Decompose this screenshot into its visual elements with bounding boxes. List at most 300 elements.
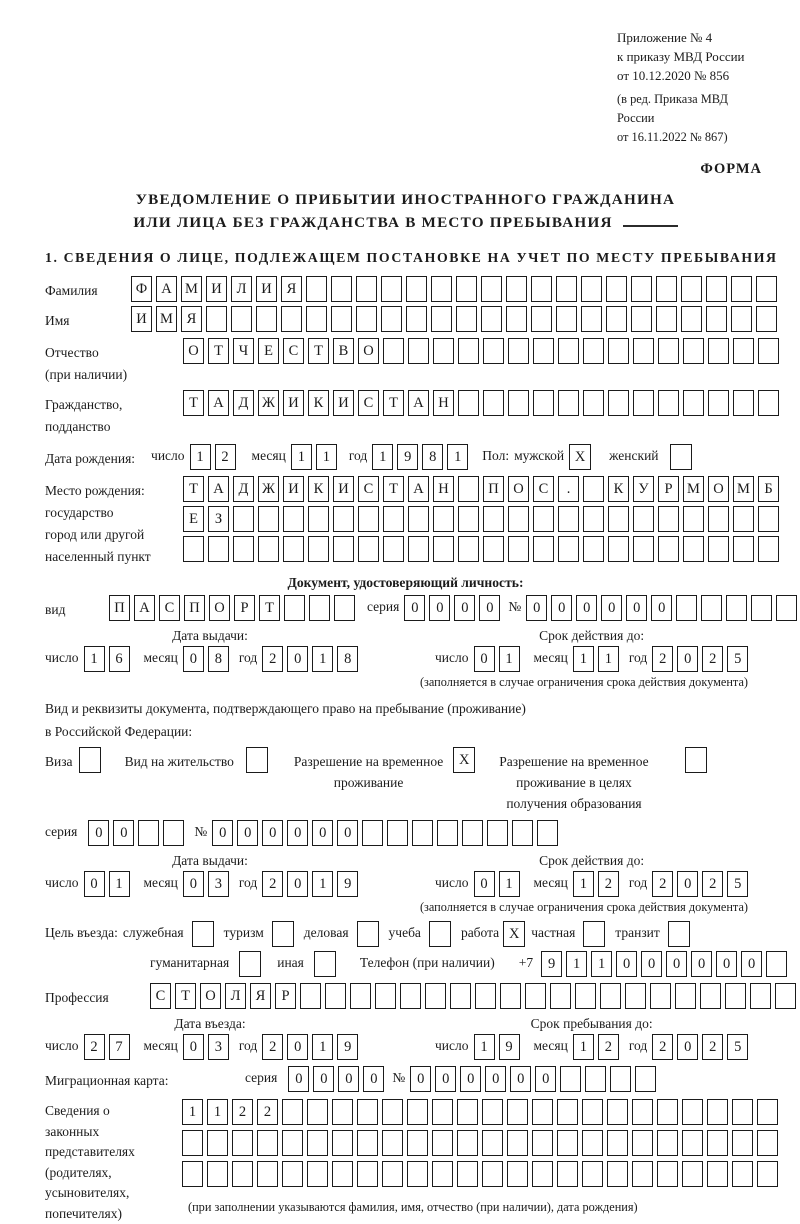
form-cell[interactable]: 8 — [337, 646, 358, 672]
form-cell[interactable] — [751, 595, 772, 621]
form-cell[interactable] — [583, 536, 604, 562]
form-cell[interactable] — [425, 983, 446, 1009]
form-cell[interactable]: 1 — [372, 444, 393, 470]
form-cell[interactable]: Н — [433, 476, 454, 502]
form-cell[interactable] — [608, 536, 629, 562]
form-cell[interactable] — [506, 276, 527, 302]
form-cell[interactable] — [532, 1161, 553, 1187]
form-cell[interactable] — [707, 1099, 728, 1125]
form-cell[interactable]: 1 — [598, 646, 619, 672]
purpose-business-checkbox[interactable] — [357, 921, 379, 947]
form-cell[interactable]: Т — [383, 476, 404, 502]
form-cell[interactable]: М — [156, 306, 177, 332]
form-cell[interactable] — [732, 1099, 753, 1125]
form-cell[interactable]: 1 — [447, 444, 468, 470]
form-cell[interactable]: 0 — [237, 820, 258, 846]
form-cell[interactable] — [708, 390, 729, 416]
form-cell[interactable] — [632, 1099, 653, 1125]
form-cell[interactable] — [656, 276, 677, 302]
form-cell[interactable] — [610, 1066, 631, 1092]
form-cell[interactable]: А — [208, 390, 229, 416]
form-cell[interactable] — [560, 1066, 581, 1092]
form-cell[interactable] — [482, 1130, 503, 1156]
form-cell[interactable] — [383, 338, 404, 364]
temp-residence-education-checkbox[interactable] — [685, 747, 707, 773]
form-cell[interactable]: 0 — [677, 646, 698, 672]
form-cell[interactable]: 0 — [716, 951, 737, 977]
form-cell[interactable] — [631, 276, 652, 302]
form-cell[interactable] — [682, 1130, 703, 1156]
form-cell[interactable] — [356, 306, 377, 332]
form-cell[interactable] — [657, 1099, 678, 1125]
form-cell[interactable] — [334, 595, 355, 621]
form-cell[interactable] — [658, 338, 679, 364]
form-cell[interactable]: 0 — [651, 595, 672, 621]
form-cell[interactable] — [533, 338, 554, 364]
form-cell[interactable] — [462, 820, 483, 846]
form-cell[interactable]: 1 — [182, 1099, 203, 1125]
form-cell[interactable]: 0 — [84, 871, 105, 897]
form-cell[interactable]: Л — [225, 983, 246, 1009]
form-cell[interactable] — [775, 983, 796, 1009]
form-cell[interactable]: 2 — [652, 646, 673, 672]
form-cell[interactable] — [633, 390, 654, 416]
form-cell[interactable] — [633, 506, 654, 532]
form-cell[interactable]: И — [256, 276, 277, 302]
form-cell[interactable] — [532, 1130, 553, 1156]
form-cell[interactable] — [656, 306, 677, 332]
form-cell[interactable]: 0 — [479, 595, 500, 621]
form-cell[interactable]: 0 — [691, 951, 712, 977]
form-cell[interactable]: Т — [259, 595, 280, 621]
form-cell[interactable] — [708, 338, 729, 364]
form-cell[interactable] — [456, 306, 477, 332]
form-cell[interactable]: Т — [183, 476, 204, 502]
form-cell[interactable] — [558, 390, 579, 416]
temp-residence-checkbox[interactable]: X — [453, 747, 475, 773]
form-cell[interactable]: 1 — [573, 871, 594, 897]
form-cell[interactable]: 0 — [474, 646, 495, 672]
purpose-humanitarian-checkbox[interactable] — [239, 951, 261, 977]
form-cell[interactable] — [756, 306, 777, 332]
form-cell[interactable] — [558, 338, 579, 364]
form-cell[interactable]: 0 — [741, 951, 762, 977]
form-cell[interactable] — [657, 1130, 678, 1156]
form-cell[interactable]: С — [159, 595, 180, 621]
form-cell[interactable]: К — [308, 476, 329, 502]
visa-checkbox[interactable] — [79, 747, 101, 773]
form-cell[interactable]: 0 — [429, 595, 450, 621]
form-cell[interactable] — [307, 1130, 328, 1156]
form-cell[interactable]: 0 — [287, 871, 308, 897]
form-cell[interactable] — [333, 536, 354, 562]
form-cell[interactable]: 0 — [313, 1066, 334, 1092]
form-cell[interactable] — [557, 1130, 578, 1156]
form-cell[interactable] — [458, 390, 479, 416]
form-cell[interactable] — [608, 390, 629, 416]
form-cell[interactable]: И — [333, 476, 354, 502]
form-cell[interactable]: С — [283, 338, 304, 364]
form-cell[interactable] — [257, 1161, 278, 1187]
form-cell[interactable] — [733, 338, 754, 364]
form-cell[interactable] — [400, 983, 421, 1009]
form-cell[interactable] — [458, 506, 479, 532]
form-cell[interactable] — [701, 595, 722, 621]
form-cell[interactable]: 2 — [215, 444, 236, 470]
form-cell[interactable]: Р — [275, 983, 296, 1009]
form-cell[interactable]: О — [183, 338, 204, 364]
form-cell[interactable] — [183, 536, 204, 562]
form-cell[interactable]: Н — [433, 390, 454, 416]
form-cell[interactable] — [508, 536, 529, 562]
form-cell[interactable] — [357, 1130, 378, 1156]
form-cell[interactable]: 0 — [551, 595, 572, 621]
form-cell[interactable]: И — [206, 276, 227, 302]
form-cell[interactable]: А — [208, 476, 229, 502]
form-cell[interactable] — [608, 338, 629, 364]
form-cell[interactable] — [300, 983, 321, 1009]
form-cell[interactable] — [683, 536, 704, 562]
form-cell[interactable]: 0 — [88, 820, 109, 846]
form-cell[interactable] — [381, 276, 402, 302]
form-cell[interactable] — [525, 983, 546, 1009]
form-cell[interactable]: 0 — [485, 1066, 506, 1092]
form-cell[interactable]: М — [181, 276, 202, 302]
form-cell[interactable] — [475, 983, 496, 1009]
form-cell[interactable] — [558, 506, 579, 532]
form-cell[interactable]: 0 — [576, 595, 597, 621]
form-cell[interactable] — [487, 820, 508, 846]
form-cell[interactable] — [350, 983, 371, 1009]
form-cell[interactable]: 0 — [666, 951, 687, 977]
form-cell[interactable] — [708, 536, 729, 562]
form-cell[interactable] — [309, 595, 330, 621]
form-cell[interactable] — [632, 1161, 653, 1187]
form-cell[interactable] — [406, 276, 427, 302]
form-cell[interactable] — [658, 506, 679, 532]
form-cell[interactable]: 2 — [652, 1034, 673, 1060]
form-cell[interactable] — [282, 1161, 303, 1187]
form-cell[interactable]: 9 — [499, 1034, 520, 1060]
form-cell[interactable] — [758, 506, 779, 532]
form-cell[interactable]: 1 — [312, 646, 333, 672]
form-cell[interactable] — [375, 983, 396, 1009]
form-cell[interactable]: 0 — [474, 871, 495, 897]
form-cell[interactable] — [358, 536, 379, 562]
form-cell[interactable] — [433, 338, 454, 364]
form-cell[interactable]: К — [608, 476, 629, 502]
form-cell[interactable] — [706, 306, 727, 332]
form-cell[interactable]: 2 — [262, 646, 283, 672]
form-cell[interactable] — [582, 1161, 603, 1187]
form-cell[interactable] — [232, 1161, 253, 1187]
form-cell[interactable] — [756, 276, 777, 302]
form-cell[interactable]: 2 — [262, 871, 283, 897]
form-cell[interactable]: Я — [281, 276, 302, 302]
form-cell[interactable] — [537, 820, 558, 846]
form-cell[interactable] — [138, 820, 159, 846]
form-cell[interactable]: Е — [258, 338, 279, 364]
form-cell[interactable] — [758, 390, 779, 416]
form-cell[interactable] — [382, 1130, 403, 1156]
form-cell[interactable]: Т — [308, 338, 329, 364]
form-cell[interactable]: 9 — [541, 951, 562, 977]
form-cell[interactable] — [182, 1161, 203, 1187]
form-cell[interactable] — [258, 536, 279, 562]
form-cell[interactable] — [382, 1099, 403, 1125]
form-cell[interactable] — [608, 506, 629, 532]
form-cell[interactable]: У — [633, 476, 654, 502]
form-cell[interactable] — [433, 536, 454, 562]
form-cell[interactable]: 0 — [183, 871, 204, 897]
form-cell[interactable] — [206, 306, 227, 332]
form-cell[interactable]: Т — [383, 390, 404, 416]
form-cell[interactable] — [732, 1130, 753, 1156]
form-cell[interactable] — [282, 1130, 303, 1156]
form-cell[interactable]: 0 — [454, 595, 475, 621]
form-cell[interactable] — [766, 951, 787, 977]
form-cell[interactable] — [676, 595, 697, 621]
form-cell[interactable] — [231, 306, 252, 332]
form-cell[interactable]: 1 — [499, 871, 520, 897]
form-cell[interactable]: Р — [234, 595, 255, 621]
form-cell[interactable]: К — [308, 390, 329, 416]
form-cell[interactable] — [481, 306, 502, 332]
form-cell[interactable]: Я — [181, 306, 202, 332]
form-cell[interactable]: Д — [233, 476, 254, 502]
form-cell[interactable]: 2 — [598, 1034, 619, 1060]
form-cell[interactable]: А — [156, 276, 177, 302]
form-cell[interactable]: Р — [658, 476, 679, 502]
form-cell[interactable] — [482, 1161, 503, 1187]
form-cell[interactable]: 6 — [109, 646, 130, 672]
form-cell[interactable] — [707, 1130, 728, 1156]
form-cell[interactable] — [458, 536, 479, 562]
form-cell[interactable]: 0 — [183, 1034, 204, 1060]
form-cell[interactable]: 8 — [422, 444, 443, 470]
form-cell[interactable] — [726, 595, 747, 621]
form-cell[interactable]: 7 — [109, 1034, 130, 1060]
form-cell[interactable] — [256, 306, 277, 332]
form-cell[interactable] — [635, 1066, 656, 1092]
form-cell[interactable] — [583, 506, 604, 532]
form-cell[interactable] — [432, 1161, 453, 1187]
form-cell[interactable]: 0 — [616, 951, 637, 977]
form-cell[interactable]: О — [508, 476, 529, 502]
form-cell[interactable] — [707, 1161, 728, 1187]
form-cell[interactable]: Ж — [258, 390, 279, 416]
form-cell[interactable] — [306, 276, 327, 302]
form-cell[interactable]: 1 — [566, 951, 587, 977]
form-cell[interactable] — [450, 983, 471, 1009]
form-cell[interactable]: И — [333, 390, 354, 416]
form-cell[interactable]: П — [483, 476, 504, 502]
form-cell[interactable] — [431, 306, 452, 332]
form-cell[interactable] — [308, 536, 329, 562]
form-cell[interactable]: 0 — [338, 1066, 359, 1092]
form-cell[interactable]: 0 — [212, 820, 233, 846]
form-cell[interactable]: 0 — [312, 820, 333, 846]
form-cell[interactable] — [182, 1130, 203, 1156]
form-cell[interactable] — [631, 306, 652, 332]
form-cell[interactable]: 2 — [702, 1034, 723, 1060]
form-cell[interactable] — [581, 276, 602, 302]
form-cell[interactable]: Ж — [258, 476, 279, 502]
form-cell[interactable]: 0 — [677, 1034, 698, 1060]
form-cell[interactable] — [583, 338, 604, 364]
purpose-study-checkbox[interactable] — [429, 921, 451, 947]
form-cell[interactable]: 5 — [727, 646, 748, 672]
form-cell[interactable] — [307, 1161, 328, 1187]
form-cell[interactable] — [282, 1099, 303, 1125]
form-cell[interactable] — [508, 338, 529, 364]
form-cell[interactable]: 0 — [287, 646, 308, 672]
form-cell[interactable] — [607, 1161, 628, 1187]
form-cell[interactable] — [407, 1161, 428, 1187]
form-cell[interactable]: 2 — [598, 871, 619, 897]
form-cell[interactable]: Т — [183, 390, 204, 416]
form-cell[interactable] — [731, 306, 752, 332]
form-cell[interactable]: С — [150, 983, 171, 1009]
form-cell[interactable]: 0 — [526, 595, 547, 621]
form-cell[interactable] — [558, 536, 579, 562]
form-cell[interactable]: И — [131, 306, 152, 332]
form-cell[interactable] — [681, 276, 702, 302]
form-cell[interactable]: М — [733, 476, 754, 502]
form-cell[interactable] — [407, 1130, 428, 1156]
form-cell[interactable] — [408, 338, 429, 364]
form-cell[interactable] — [408, 506, 429, 532]
form-cell[interactable] — [258, 506, 279, 532]
form-cell[interactable]: 1 — [207, 1099, 228, 1125]
form-cell[interactable] — [332, 1099, 353, 1125]
form-cell[interactable]: 9 — [397, 444, 418, 470]
form-cell[interactable]: А — [408, 476, 429, 502]
form-cell[interactable]: . — [558, 476, 579, 502]
form-cell[interactable] — [508, 506, 529, 532]
form-cell[interactable]: 2 — [652, 871, 673, 897]
form-cell[interactable]: 0 — [677, 871, 698, 897]
form-cell[interactable] — [556, 276, 577, 302]
form-cell[interactable] — [557, 1161, 578, 1187]
form-cell[interactable] — [512, 820, 533, 846]
form-cell[interactable] — [332, 1161, 353, 1187]
form-cell[interactable]: Е — [183, 506, 204, 532]
form-cell[interactable] — [556, 306, 577, 332]
form-cell[interactable]: 0 — [262, 820, 283, 846]
form-cell[interactable] — [457, 1161, 478, 1187]
form-cell[interactable]: 1 — [291, 444, 312, 470]
form-cell[interactable]: 1 — [109, 871, 130, 897]
form-cell[interactable] — [357, 1099, 378, 1125]
form-cell[interactable]: 0 — [410, 1066, 431, 1092]
form-cell[interactable]: 0 — [460, 1066, 481, 1092]
form-cell[interactable] — [232, 1130, 253, 1156]
form-cell[interactable] — [387, 820, 408, 846]
form-cell[interactable] — [776, 595, 797, 621]
form-cell[interactable] — [683, 390, 704, 416]
form-cell[interactable] — [432, 1099, 453, 1125]
form-cell[interactable] — [406, 306, 427, 332]
form-cell[interactable] — [207, 1130, 228, 1156]
form-cell[interactable] — [533, 536, 554, 562]
form-cell[interactable]: 2 — [232, 1099, 253, 1125]
form-cell[interactable] — [283, 536, 304, 562]
form-cell[interactable]: Б — [758, 476, 779, 502]
form-cell[interactable]: 0 — [641, 951, 662, 977]
form-cell[interactable]: С — [533, 476, 554, 502]
form-cell[interactable]: 0 — [510, 1066, 531, 1092]
form-cell[interactable] — [533, 390, 554, 416]
form-cell[interactable] — [531, 306, 552, 332]
form-cell[interactable]: П — [184, 595, 205, 621]
form-cell[interactable] — [632, 1130, 653, 1156]
form-cell[interactable] — [458, 476, 479, 502]
form-cell[interactable] — [407, 1099, 428, 1125]
form-cell[interactable] — [757, 1099, 778, 1125]
form-cell[interactable] — [383, 506, 404, 532]
form-cell[interactable]: А — [134, 595, 155, 621]
form-cell[interactable] — [381, 306, 402, 332]
purpose-official-checkbox[interactable] — [192, 921, 214, 947]
form-cell[interactable] — [483, 536, 504, 562]
form-cell[interactable]: 1 — [573, 1034, 594, 1060]
form-cell[interactable]: И — [283, 390, 304, 416]
form-cell[interactable] — [358, 506, 379, 532]
form-cell[interactable] — [532, 1099, 553, 1125]
form-cell[interactable] — [757, 1161, 778, 1187]
form-cell[interactable] — [581, 306, 602, 332]
form-cell[interactable] — [307, 1099, 328, 1125]
form-cell[interactable] — [483, 390, 504, 416]
form-cell[interactable] — [457, 1099, 478, 1125]
form-cell[interactable] — [437, 820, 458, 846]
form-cell[interactable] — [681, 306, 702, 332]
form-cell[interactable] — [507, 1130, 528, 1156]
form-cell[interactable]: 2 — [702, 871, 723, 897]
form-cell[interactable] — [606, 306, 627, 332]
form-cell[interactable]: 1 — [591, 951, 612, 977]
form-cell[interactable]: 1 — [474, 1034, 495, 1060]
form-cell[interactable]: 0 — [288, 1066, 309, 1092]
form-cell[interactable] — [233, 506, 254, 532]
form-cell[interactable] — [582, 1099, 603, 1125]
form-cell[interactable] — [606, 276, 627, 302]
form-cell[interactable] — [583, 476, 604, 502]
form-cell[interactable] — [585, 1066, 606, 1092]
form-cell[interactable] — [332, 1130, 353, 1156]
form-cell[interactable]: Т — [208, 338, 229, 364]
form-cell[interactable] — [500, 983, 521, 1009]
form-cell[interactable] — [731, 276, 752, 302]
form-cell[interactable]: 0 — [363, 1066, 384, 1092]
form-cell[interactable] — [383, 536, 404, 562]
form-cell[interactable] — [208, 536, 229, 562]
form-cell[interactable]: Ч — [233, 338, 254, 364]
form-cell[interactable] — [550, 983, 571, 1009]
form-cell[interactable]: Ф — [131, 276, 152, 302]
form-cell[interactable]: С — [358, 476, 379, 502]
form-cell[interactable]: О — [200, 983, 221, 1009]
form-cell[interactable] — [507, 1099, 528, 1125]
male-checkbox[interactable]: X — [569, 444, 591, 470]
form-cell[interactable]: 2 — [84, 1034, 105, 1060]
form-cell[interactable]: 3 — [208, 1034, 229, 1060]
form-cell[interactable]: 0 — [435, 1066, 456, 1092]
form-cell[interactable] — [733, 506, 754, 532]
purpose-transit-checkbox[interactable] — [668, 921, 690, 947]
form-cell[interactable] — [658, 390, 679, 416]
